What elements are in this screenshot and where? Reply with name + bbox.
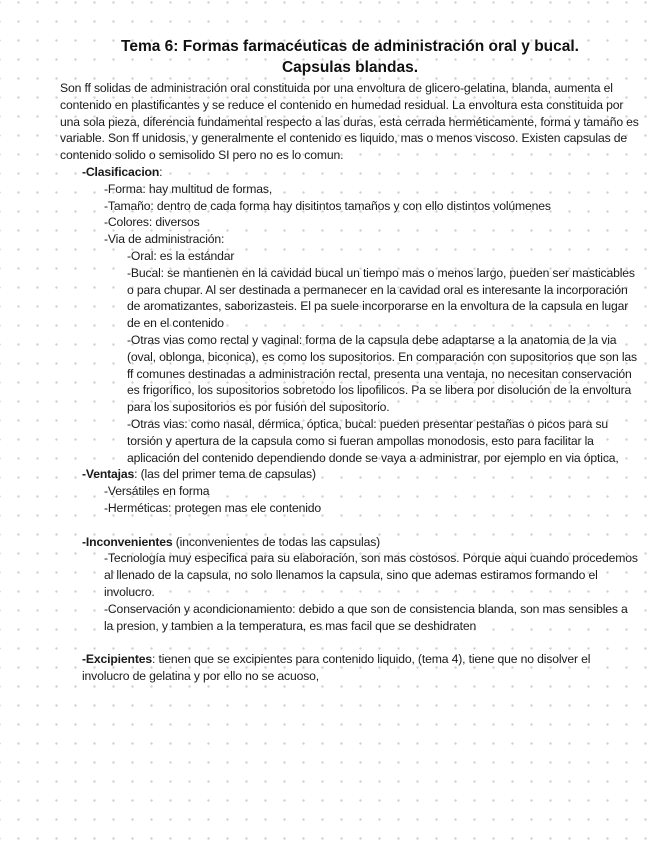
clasificacion-via: -Via de administración: (104, 232, 225, 247)
via-rectal-vaginal: -Otras vias como rectal y vaginal: forma de la capsula debe adaptarse a la anatomia de la via (oval, oblonga, biconica), es como los supositorios. En comparación con supositorios que son las ff comunes destinadas a administración rectal, presenta una ventaja, no necesitan conservación es frigorífico, los supositorios sobretodo los lipofilicos. Pa se libera por disolución de la envoltura para los supositorios es por fusión del supositorio. (127, 332, 637, 415)
ventajas-heading-rest: : (las del primer tema de capsulas) (134, 467, 316, 482)
excipientes-heading-text: -Excipientes (82, 652, 152, 667)
clasificacion-colores: -Colores: diversos (104, 215, 200, 230)
ventajas-hermeticas: -Herméticas: protegen mas ele contenido (104, 500, 322, 515)
clasificacion-heading-text: -Clasificacion (82, 164, 160, 179)
spacer (60, 517, 640, 534)
title-line-2: Capsulas blandas. (281, 59, 419, 76)
ventajas-heading (60, 466, 640, 483)
clasificacion-heading (60, 164, 640, 181)
spacer (60, 634, 640, 651)
clasificacion-forma: -Forma: hay multitud de formas, (104, 181, 273, 196)
intro-paragraph: Son ff solidas de administración oral constituida por una envoltura de glicero-gelatina, blanda, aumenta el contenido en plastificantes y se reduce el contenido en humedad residual. La envoltura esta constituida por una sola pieza, diferencia fundamental respecto a las duras, esta cerrada herméticamente, forma y tamaño es variable. Son ff unidosis, y generalmente el contenido es liquido, mas o menos viscoso. Existen capsulas de contenido solido o semisolido SI pero no es lo comun. (60, 81, 639, 163)
document-body (60, 80, 640, 685)
inconvenientes-heading-text: -Inconvenientes (82, 534, 173, 549)
clasificacion-colon: : (159, 164, 163, 179)
ventajas-versatiles: -Versátiles en forma (104, 484, 210, 499)
inconvenientes-tecnologia: -Tecnología muy especifica para su elaboración, son mas costosos. Porque aqui cuando procedemos al llenado de la capsula, no solo llenamos la capsula, sino que ademas estiramos formando el involucro. (104, 551, 638, 599)
page-title (60, 36, 640, 78)
excipientes-text: : tienen que se excipientes para contenido liquido, (tema 4), tiene que no disolver el involucro de gelatina y por ello no se acuoso, (82, 652, 591, 683)
inconvenientes-conservacion: -Conservación y acondicionamiento: debido a que son de consistencia blanda, son mas sensibles a la presion, y tambien a la temperatura, es mas facil que se deshidraten (104, 601, 628, 633)
inconvenientes-heading-rest: (inconvenientes de todas las capsulas) (172, 534, 381, 549)
via-oral: -Oral: es la estándar (127, 248, 235, 263)
inconvenientes-heading (60, 534, 640, 551)
ventajas-heading-text: -Ventajas (82, 467, 135, 482)
title-line-1: Tema 6: Formas farmacéuticas de administración oral y bucal. (121, 38, 579, 55)
clasificacion-tamano: -Tamaño: dentro de cada forma hay disitintos tamaños y con ello distintos volúmenes (104, 198, 551, 213)
via-bucal: -Bucal: se mantienen en la cavidad bucal un tiempo mas o menos largo, pueden ser masticables o para chupar. Al ser destinada a permanecer en la cavidad oral es interesante la incorporación de aromatizantes, saborizasteis. El pa suele incorporarse en la envoltura de la capsula en lugar de en el contenido (127, 265, 635, 331)
via-otras: -Otras vias: como nasal, dérmica, óptica, bucal: pueden presentar pestañas o picos para su torsión y apertura de la capsula como si fueran ampollas monodosis, esto para facilitar la aplicación del contenido dependiendo donde se vaya a administrar, por ejemplo en via óptica, (127, 416, 619, 465)
excipientes-paragraph (60, 651, 640, 685)
